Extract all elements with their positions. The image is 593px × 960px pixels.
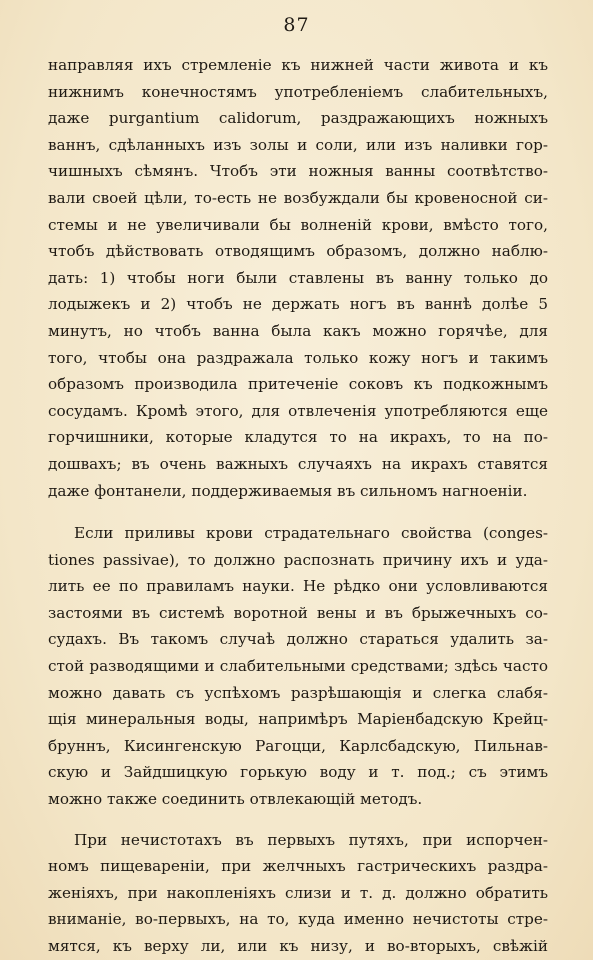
text-line: бруннъ, Кисингенскую Рагоцци, Карлсбадскую, Пильнав- [48,736,548,755]
text-line: скую и Зайдшицкую горькую воду и т. под.; съ этимъ [48,763,548,782]
text-line: вниманіе, во-первыхъ, на то, куда именно нечистоты стре- [48,910,548,929]
text-line: Если приливы крови страдательнаго свойства (conges- [74,524,548,543]
text-line: можно также соединить отвлекающій методъ. [48,790,423,809]
text-line: можно давать съ успѣхомъ разрѣшающія и слегка слабя- [48,683,548,702]
page-number: 87 [283,14,310,36]
paragraph-1 [48,52,548,504]
text-line: стемы и не увеличивали бы волненій крови, вмѣсто того, [48,215,548,234]
text-line: нижнимъ конечностямъ употребленіемъ слабительныхъ, [48,82,548,101]
text-line: стой разводящими и слабительными средствами; здѣсь часто [48,657,548,676]
paragraph-spacer [48,813,548,827]
text-line: даже фонтанели, поддерживаемыя въ сильномъ нагноеніи. [48,481,528,500]
text-line: вали своей цѣли, то-есть не возбуждали бы кровеносной си- [48,188,548,207]
paragraph-3 [48,827,548,960]
text-line: сосудамъ. Кромѣ этого, для отвлеченія употребляются еще [48,401,548,420]
body-text [48,52,548,960]
text-line: чишныхъ сѣмянъ. Чтобъ эти ножныя ванны соотвѣтство- [48,162,548,181]
text-line: дошвахъ; въ очень важныхъ случаяхъ на икрахъ ставятся [48,454,548,473]
text-line: женіяхъ, при накопленіяхъ слизи и т. д. должно обратить [48,883,548,902]
text-line: горчишники, которые кладутся то на икрахъ, то на по- [48,428,548,447]
text-line: tiones passivae), то должно распознать причину ихъ и уда- [48,550,548,569]
text-line: того, чтобы она раздражала только кожу ногъ и такимъ [48,348,548,367]
text-line: застоями въ системѣ воротной вены и въ брыжечныхъ со- [48,603,548,622]
paragraph-2 [48,520,548,813]
text-line: минутъ, но чтобъ ванна была какъ можно горячѣе, для [48,321,548,340]
text-line: лодыжекъ и 2) чтобъ не держать ногъ въ ваннѣ долѣе 5 [48,295,548,314]
text-line: направляя ихъ стремленіе къ нижней части живота и къ [48,56,548,74]
paragraph-spacer [48,504,548,520]
text-line: ваннъ, сдѣланныхъ изъ золы и соли, или изъ наливки гор- [48,135,548,154]
text-line: При нечистотахъ въ первыхъ путяхъ, при испорчен- [74,830,548,849]
text-line: судахъ. Въ такомъ случаѣ должно стараться удалить за- [48,630,548,649]
text-line: дать: 1) чтобы ноги были ставлены въ ванну только до [48,268,548,287]
text-line: щія минеральныя воды, напримѣръ Маріенбадскую Крейц- [48,710,548,729]
text-line: даже purgantium calidorum, раздражающихъ ножныхъ [48,109,548,128]
text-line: мятся, къ верху ли, или къ низу, и во-вторыхъ, свѣжій [48,937,548,955]
text-line: чтобъ дѣйствовать отводящимъ образомъ, должно наблю- [48,242,548,261]
text-line: номъ пищевареніи, при желчныхъ гастрическихъ раздра- [48,857,548,876]
text-line: образомъ производила притеченіе соковъ къ подкожнымъ [48,375,548,394]
text-line: лить ее по правиламъ науки. Не рѣдко они условливаются [48,577,548,596]
